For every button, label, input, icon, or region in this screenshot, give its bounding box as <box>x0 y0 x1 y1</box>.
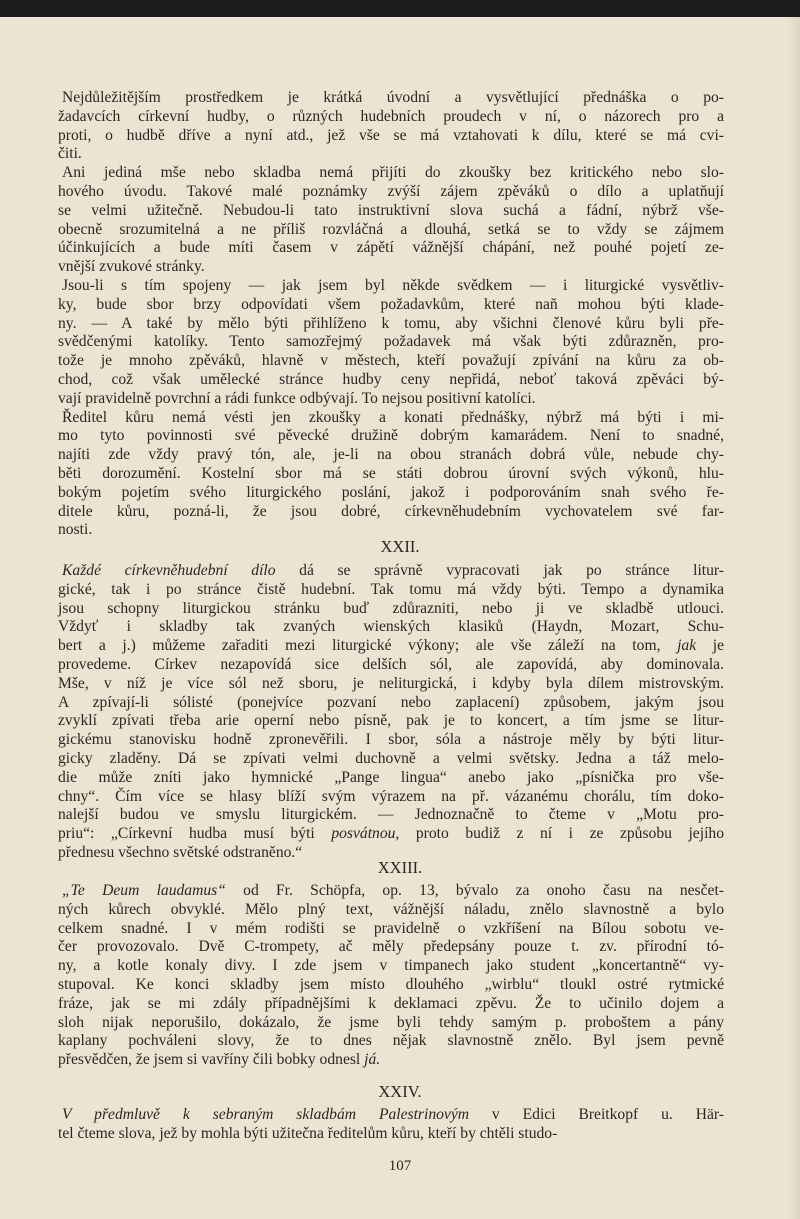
paragraph <box>58 277 724 409</box>
section-heading-xxii: XXII. <box>380 537 420 556</box>
text-run: v Edici Breitkopf u. Här- <box>469 1106 724 1123</box>
text-line: ných kůrech obvyklé. Mělo plný text, vážnější náladu, znělo slavnostně a bylo <box>58 900 724 918</box>
text-run: bert a j.) můžeme zařaditi mezi liturgické výkony; ale vše záleží na tom, <box>58 637 678 655</box>
text-line <box>58 1051 724 1070</box>
text-line: čiti. <box>58 145 82 163</box>
text-line: nalejší budou ve smyslu liturgickém. — Jednoznačně to čteme v „Motu pro- <box>58 806 724 824</box>
text-line: vají pravidelně povrchní a rádi funkce odbývají. To nejsou positivní katolíci. <box>58 389 536 407</box>
text-line: A zpívají-li sólisté (ponejvíce pozvaní nebo zaplacení) způsobem, jakým jsou <box>58 693 724 711</box>
text-line: gickému stanovisku hodně zpronevěřili. I sbor, sóla a nástroje měly by býti litur- <box>58 731 724 749</box>
italic-text: já. <box>364 1051 381 1069</box>
italic-text: „Te Deum laudamus“ <box>62 882 226 899</box>
text-line: Vždyť i skladby tak zvaných wienských klasiků (Haydn, Mozart, Schu- <box>58 618 724 636</box>
text-line: die může zníti jako hymnické „Pange lingua“ anebo jako „písnička pro vše- <box>58 768 724 786</box>
text-line: najíti zde vždy pravý tón, ale, je-li na obou stranách dobrá vůle, nebude chy- <box>58 446 724 464</box>
text-line: čer provozovalo. Dvě C-trompety, ač měly předepsány pouze t. zv. přírodní tó- <box>58 938 724 956</box>
text-line: ny, a kotle konaly divy. I zde jsem v timpanech jako student „koncertantně“ vy- <box>58 957 724 975</box>
text-line: gické, tak i po stránce čistě hudební. Tak tomu má vždy býti. Tempo a dynamika <box>58 580 724 598</box>
section-heading-xxiii: XXIII. <box>377 858 423 877</box>
text-line: Mše, v níž je více sól než sboru, je neliturgická, i kdyby byla dílem mistrovským. <box>58 674 724 692</box>
text-line: proti, o hudbě dříve a nyní atd., jež vše se má vztahovati k dílu, které se má cvi- <box>58 126 724 144</box>
italic-text: Každé církevněhudební dílo <box>62 562 276 579</box>
text-run: přesvědčen, že jsem si vavříny čili bobky odnesl <box>58 1051 365 1069</box>
text-line: chod, což však umělecké stránce hudby ceny nepřidá, neboť taková zpěváci bý- <box>58 370 724 388</box>
text-line: Jsou-li s tím spojeny — jak jsem byl někde svědkem — i liturgické vysvětliv- <box>62 276 724 294</box>
text-line: ky, bude sbor brzy odpovídati všem požadavkům, které naň mohou býti klade- <box>58 295 724 313</box>
text-line: Ředitel kůru nemá vésti jen zkoušky a konati přednášky, nýbrž má býti i mi- <box>62 408 724 426</box>
text-line: žadavcích církevní hudby, o různých hudebních proudech v ní, o názorech pro a <box>58 107 724 125</box>
text-line: kaplany pochváleni slovy, že to dnes nějak slavnostně znělo. Byl jsem pevně <box>58 1032 724 1050</box>
text-line: vnější zvukové stránky. <box>58 258 205 276</box>
paragraph <box>58 409 724 541</box>
text-line: provedeme. Církev nezapovídá sice delších sól, ale zapovídá, aby dominovala. <box>58 655 724 673</box>
italic-text: V předmluvě k sebraným skladbám Palestrinovým <box>62 1106 470 1123</box>
text-line: jsou schopny liturgickou stránku buď zdůrazniti, nebo ji ve skladbě utlouci. <box>58 599 724 617</box>
text-line <box>58 882 724 901</box>
text-line: mo tyto povinnosti své pěvecké družině dobrým kamarádem. Není to snadné, <box>58 427 724 445</box>
paragraph <box>58 89 724 164</box>
text-line: svědčenými katolíky. Tento samozřejmý požadavek má však býti zdůrazněn, pro- <box>58 333 724 351</box>
text-line: fráze, jak se mi zdály případnějšími k deklamaci zpěvu. Že to učinilo dojem a <box>58 994 724 1012</box>
text-line <box>58 637 724 656</box>
text-line: běti dorozumění. Kostelní sbor má se státi dobrou úrovní svých výkonů, hlu- <box>58 464 724 482</box>
text-run: od Fr. Schöpfa, op. 13, bývalo za onoho času na nesčet- <box>225 882 724 899</box>
text-line <box>58 825 724 844</box>
text-run: proto budiž z ní i ze způsobu jejího <box>399 825 724 843</box>
intro-text <box>58 89 724 540</box>
scan-top-border <box>0 0 800 17</box>
paragraph <box>58 1106 724 1144</box>
italic-text: posvátnou, <box>331 825 400 843</box>
text-line: účinkujících a bude míti časem v zápětí vážnější chápání, než pouhé pojetí ze- <box>58 239 724 257</box>
section-xxii-text <box>58 562 724 863</box>
text-line: přednesu všechno světské odstraněno.“ <box>58 843 303 861</box>
text-line: hového úvodu. Takové malé poznámky zvýší zájem zpěváků o dílo a uplatňují <box>58 182 724 200</box>
text-line: tože je mnoho zpěváků, hlavně v městech, kteří považují zpívání na kůru za ob- <box>58 352 724 370</box>
text-line: Ani jediná mše nebo skladba nemá přijíti do zkoušky bez kritického nebo slo- <box>62 164 724 182</box>
section-heading-xxiv: XXIV. <box>378 1082 422 1101</box>
text-run: je <box>696 637 724 655</box>
text-line: ny. — A také by mělo býti přihlíženo k tomu, aby všichni členové kůru byli pře- <box>58 314 724 332</box>
text-line: bokým pojetím svého liturgického poslání, jakož i podporováním snah svého ře- <box>58 483 724 501</box>
text-line: se velmi užitečně. Nebudou-li tato instruktivní slova suchá a fádní, nýbrž vše- <box>58 201 724 219</box>
page-edge-shadow <box>788 17 800 1219</box>
text-line: zvyklí zpívati třeba arie operní nebo písně, pak je to koncert, a tím jsme se litur- <box>58 712 724 730</box>
text-line: nosti. <box>58 521 93 539</box>
text-line: gicky zladěny. Dá se zpívati velmi duchovně a velmi světsky. Jedna a táž melo- <box>58 749 724 767</box>
text-line: sloh nijak neporušilo, dokázalo, že jsme byli tehdy samým p. proboštem a pány <box>58 1013 724 1031</box>
section-xxiii-text <box>58 882 724 1070</box>
text-run: priu“: „Církevní hudba musí býti <box>58 825 332 843</box>
text-line: celkem snadné. I v mém rodišti se pravidelně o vzkříšení na Bílou sobotu ve- <box>58 919 724 937</box>
text-line: ditele kůru, pozná-li, že jsou dobré, církevněhudebním vychovatelem své far- <box>58 502 724 520</box>
text-line: tel čteme slova, jež by mohla býti užitečna ředitelům kůru, kteří by chtěli studo- <box>58 1124 558 1142</box>
paragraph <box>58 164 724 277</box>
text-run: dá se správně vypracovati jak po stránce litur- <box>275 562 724 579</box>
paragraph <box>58 562 724 863</box>
text-line: chny“. Čím více se hlasy blíží svým výrazem na př. vázanému chorálu, tím doko- <box>58 787 724 805</box>
text-line <box>58 562 724 581</box>
text-line: stupoval. Ke konci skladby jsem místo dlouhého „wirblu“ tloukl ostré rytmické <box>58 975 724 993</box>
text-line: obecně srozumitelná a ne příliš rozvláčná a dlouhá, setká se to vždy se zájmem <box>58 220 724 238</box>
paragraph <box>58 882 724 1070</box>
text-line <box>58 1106 724 1125</box>
page-number: 107 <box>388 1158 412 1174</box>
section-xxiv-text <box>58 1106 724 1144</box>
text-line: Nejdůležitějším prostředkem je krátká úvodní a vysvětlující přednáška o po- <box>62 89 724 106</box>
italic-text: jak <box>677 637 697 655</box>
